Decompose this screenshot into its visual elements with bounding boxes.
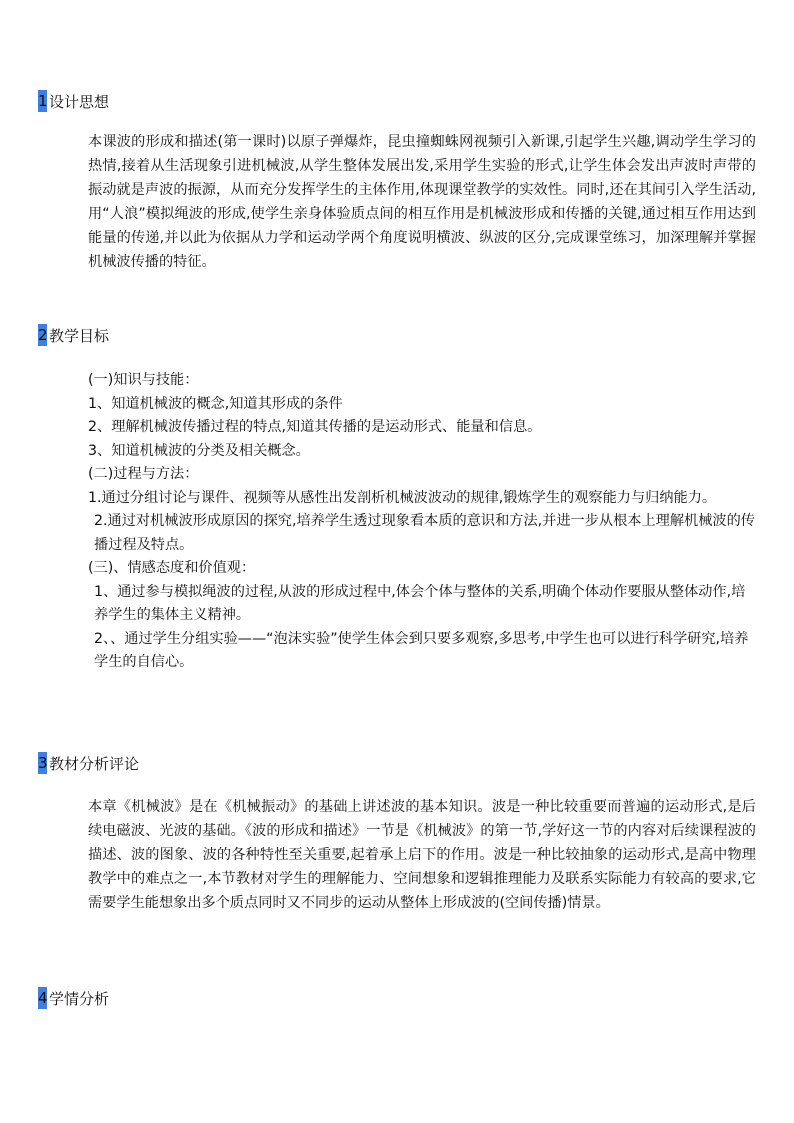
list-item: (二)过程与方法： xyxy=(88,466,199,482)
list-item: 1、知道机械波的概念,知道其形成的条件 xyxy=(88,395,343,412)
section-title: 学情分析 xyxy=(49,989,110,1008)
section-title: 设计思想 xyxy=(49,92,110,111)
list-item: 3、知道机械波的分类及相关概念。 xyxy=(88,442,310,459)
section-heading-4 xyxy=(38,987,109,1009)
list-item: (一)知识与技能： xyxy=(88,372,199,388)
section-paragraph-textbook-analysis: 本章《机械波》是在《机械振动》的基础上讲述波的基本知识。波是一种比较重要而普遍的运动形式,是后续电磁波、光波的基础。《波的形成和描述》一节是《机械波》的第一节,学好这一节的内容对后续课程波的描述、波的图象、波的各种特性至关重要,起着承上启下的作用。波是一种比较抽象的运动形式,是高中物理教学中的难点之一,本节教材对学生的理解能力、空间想象和逻辑推理能力及联系实际能力有较高的要求,它需要学生能想象出多个质点同时又不同步的运动从整体上形成波的(空间传播)情景。 xyxy=(88,799,756,911)
section-paragraph-design-idea: 本课波的形成和描述(第一课时)以原子弹爆炸，昆虫撞蜘蛛网视频引入新课,引起学生兴趣,调动学生学习的热情,接着从生活现象引进机械波,从学生整体发展出发,采用学生实验的形式,让学生体会发出声波时声带的振动就是声波的振源，从而充分发挥学生的主体作用,体现课堂教学的实效性。同时,还在其间引入学生活动,用“人浪”模拟绳波的形成,使学生亲身体验质点间的相互作用是机械波形成和传播的关键,通过相互作用达到能量的传递,并以此为依据从力学和运动学两个角度说明横波、纵波的区分,完成课堂练习，加深理解并掌握机械波传播的特征。 xyxy=(88,134,756,270)
teaching-goals-list xyxy=(88,369,756,675)
section-number-badge: 4 xyxy=(38,989,48,1007)
section-title: 教学目标 xyxy=(49,326,110,345)
list-item: 1.通过分组讨论与课件、视频等从感性出发剖析机械波波动的规律,锻炼学生的观察能力与归纳能力。 xyxy=(88,489,717,506)
section-title: 教材分析评论 xyxy=(49,754,140,773)
list-item: 2.通过对机械波形成原因的探究,培养学生透过现象看本质的意识和方法,并进一步从根本上理解机械波的传播过程及特点。 xyxy=(94,513,755,553)
list-item: (三)、情感态度和价值观： xyxy=(88,560,256,576)
list-item: 2、、通过学生分组实验——“泡沫实验”使学生体会到只要多观察,多思考,中学生也可以进行科学研究,培养学生的自信心。 xyxy=(94,630,749,670)
section-heading-1 xyxy=(38,90,109,112)
list-item: 1、通过参与模拟绳波的过程,从波的形成过程中,体会个体与整体的关系,明确个体动作要服从整体动作,培养学生的集体主义精神。 xyxy=(94,583,746,623)
section-heading-3 xyxy=(38,752,139,774)
section-number-badge: 2 xyxy=(38,326,48,344)
section-number-badge: 3 xyxy=(38,754,48,772)
section-heading-2 xyxy=(38,324,109,346)
section-number-badge: 1 xyxy=(38,92,48,110)
list-item: 2、理解机械波传播过程的特点,知道其传播的是运动形式、能量和信息。 xyxy=(88,419,542,435)
